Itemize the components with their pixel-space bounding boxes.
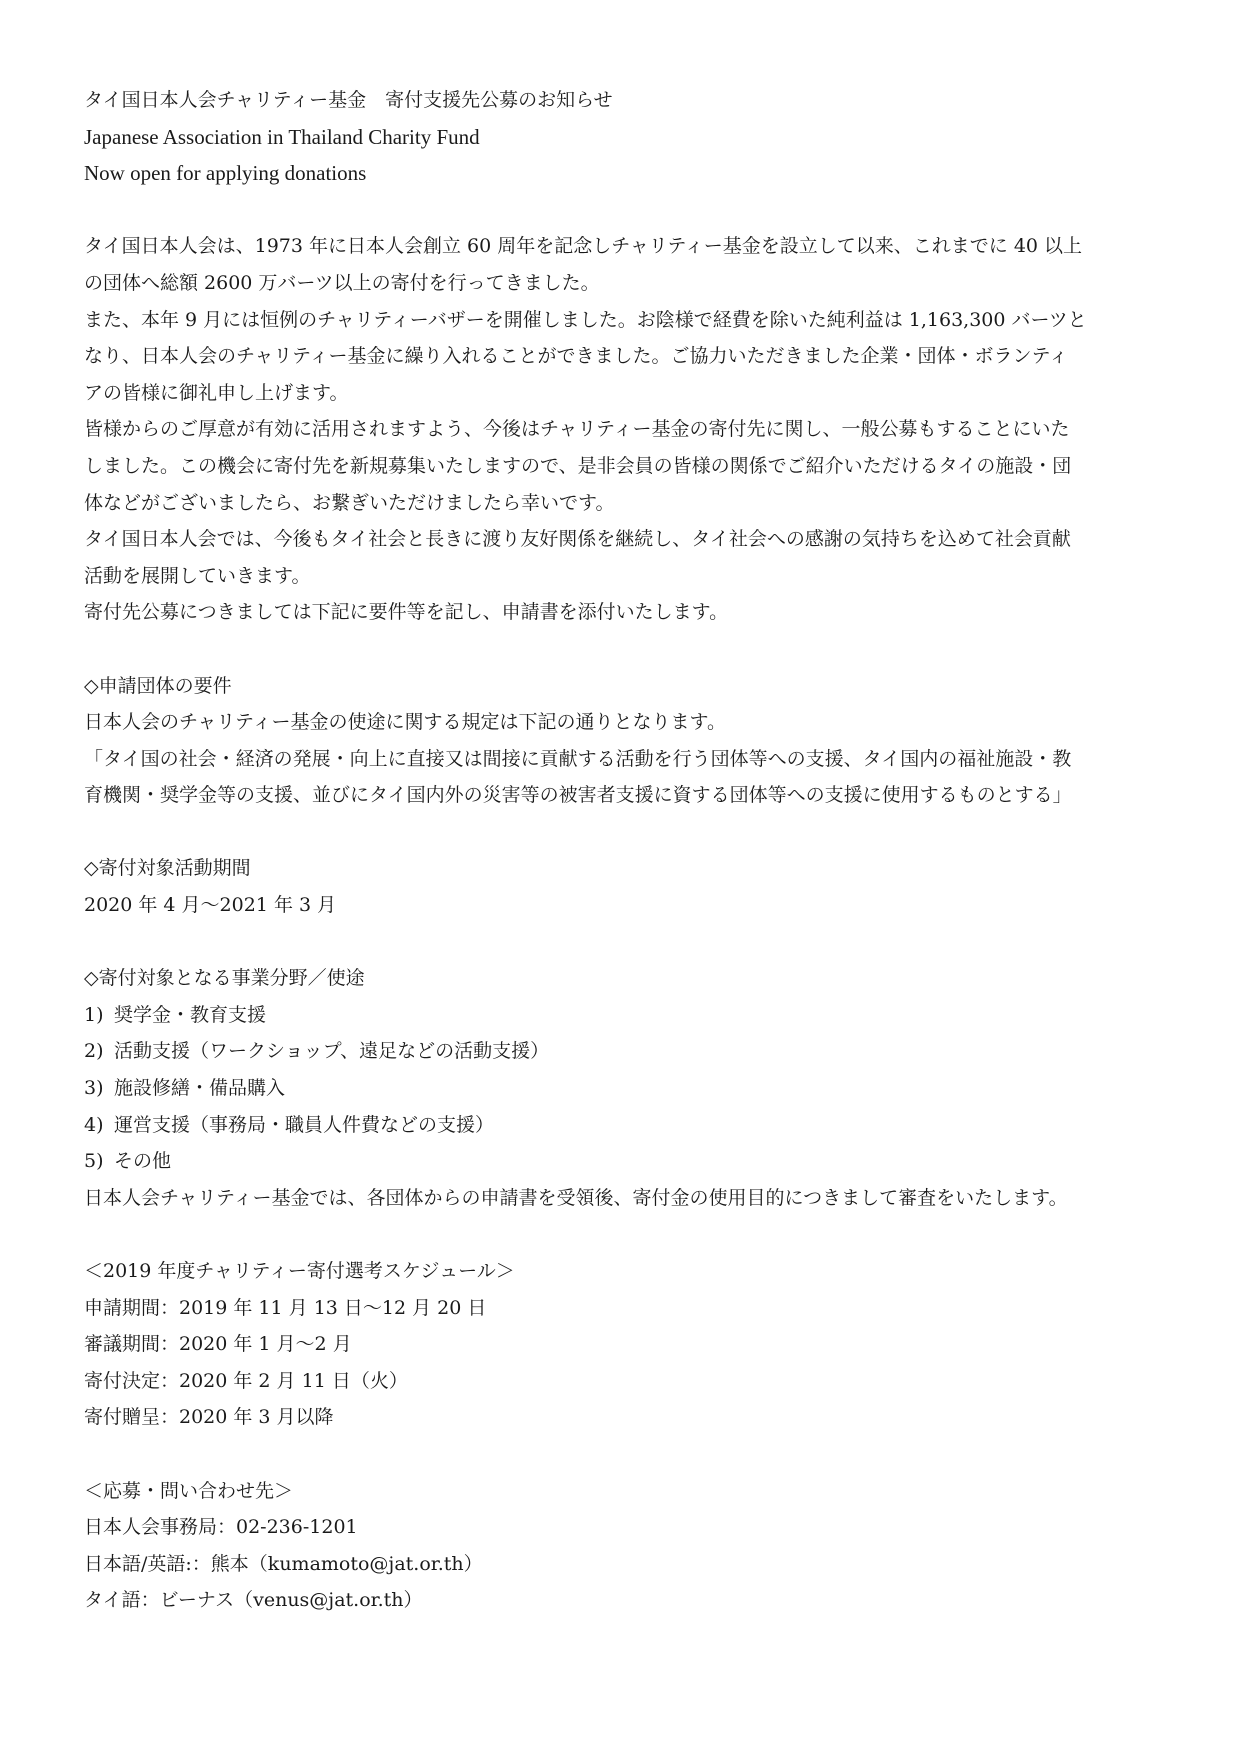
list-item [84,1107,1156,1144]
intro-line: しました。この機会に寄付先を新規募集いたしますので、是非会員の皆様の関係でご紹介いただけるタイの施設・団 [84,454,1072,477]
intro-line: 活動を展開していきます。 [84,564,311,587]
spacer [84,631,1156,668]
period-section [84,850,1156,923]
spacer [84,924,1156,961]
list-item [84,1070,1156,1107]
period-value: 2020 年 4 月～2021 年 3 月 [84,894,337,917]
intro-line: また、本年 9 月には恒例のチャリティーバザーを開催しました。お陰様で経費を除いた純利益は 1,163,300 バーツと [84,308,1087,331]
spacer [84,192,1156,229]
intro-line: アの皆様に御礼申し上げます。 [84,381,349,404]
title-english: Japanese Association in Thailand Charity Fund [84,124,480,149]
spacer [84,814,1156,851]
list-item-number: 5) [84,1150,104,1173]
fields-note: 日本人会チャリティー基金では、各団体からの申請書を受領後、寄付金の使用目的につきまして審査をいたします。 [84,1186,1068,1209]
list-item-text: その他 [114,1150,172,1173]
list-item-text: 運営支援（事務局・職員人件費などの支援） [114,1113,495,1136]
schedule-line: 寄付決定：2020 年 2 月 11 日（火） [84,1369,408,1392]
fields-section [84,960,1156,1216]
fields-heading: ◇寄付対象となる事業分野／使途 [84,967,365,990]
intro-line: 寄付先公募につきましては下記に要件等を記し、申請書を添付いたします。 [84,601,729,624]
spacer [84,1216,1156,1253]
list-item-text: 施設修繕・備品購入 [114,1077,286,1100]
requirements-line: 育機関・奨学金等の支援、並びにタイ国内外の災害等の被害者支援に資する団体等への支援に使用するものとする」 [84,784,1072,807]
list-item-text: 奨学金・教育支援 [114,1003,267,1026]
list-item [84,1143,1156,1180]
intro-line: なり、日本人会のチャリティー基金に繰り入れることができました。ご協力いただきました企業・団体・ボランティ [84,345,1069,368]
requirements-section [84,668,1156,814]
list-item-number: 2) [84,1040,104,1063]
spacer [84,1436,1156,1473]
requirements-heading: ◇申請団体の要件 [84,674,232,697]
contact-heading: ＜応募・問い合わせ先＞ [84,1479,294,1502]
schedule-line: 審議期間：2020 年 1 月～2 月 [84,1333,352,1356]
schedule-line: 申請期間：2019 年 11 月 13 日～12 月 20 日 [84,1296,487,1319]
intro-line: タイ国日本人会は、1973 年に日本人会創立 60 周年を記念しチャリティー基金を設立して以来、これまでに 40 以上 [84,235,1083,258]
list-item [84,997,1156,1034]
schedule-section [84,1253,1156,1436]
list-item [84,1033,1156,1070]
list-item-number: 1) [84,1003,104,1026]
schedule-heading: ＜2019 年度チャリティー寄付選考スケジュール＞ [84,1260,515,1282]
list-item-number: 3) [84,1077,104,1100]
contact-section [84,1473,1156,1619]
period-heading: ◇寄付対象活動期間 [84,857,251,880]
schedule-line: 寄付贈呈：2020 年 3 月以降 [84,1406,334,1429]
document-page [84,82,1156,1619]
intro-line: 体などがございましたら、お繋ぎいただけましたら幸いです。 [84,491,615,514]
intro-line: タイ国日本人会では、今後もタイ社会と長きに渡り友好関係を継続し、タイ社会への感謝の気持ちを込めて社会貢献 [84,528,1071,551]
intro-line: の団体へ総額 2600 万バーツ以上の寄付を行ってきました。 [84,271,600,294]
list-item-number: 4) [84,1113,104,1136]
subtitle-english: Now open for applying donations [84,161,367,186]
contact-line: 日本人会事務局：02-236-1201 [84,1516,358,1539]
title-japanese: タイ国日本人会チャリティー基金 寄付支援先公募のお知らせ [84,89,613,111]
intro-line: 皆様からのご厚意が有効に活用されますよう、今後はチャリティー基金の寄付先に関し、一般公募もすることにいた [84,418,1070,441]
intro-section [84,228,1156,631]
contact-line: 日本語/英語:：熊本（kumamoto@jat.or.th） [84,1552,483,1575]
contact-line: タイ語：ビーナス（venus@jat.or.th） [84,1589,423,1612]
list-item-text: 活動支援（ワークショップ、遠足などの活動支援） [114,1040,550,1063]
requirements-line: 日本人会のチャリティー基金の使途に関する規定は下記の通りとなります。 [84,711,727,734]
requirements-line: 「タイ国の社会・経済の発展・向上に直接又は間接に貢献する活動を行う団体等への支援、タイ国内の福祉施設・教 [84,747,1072,770]
